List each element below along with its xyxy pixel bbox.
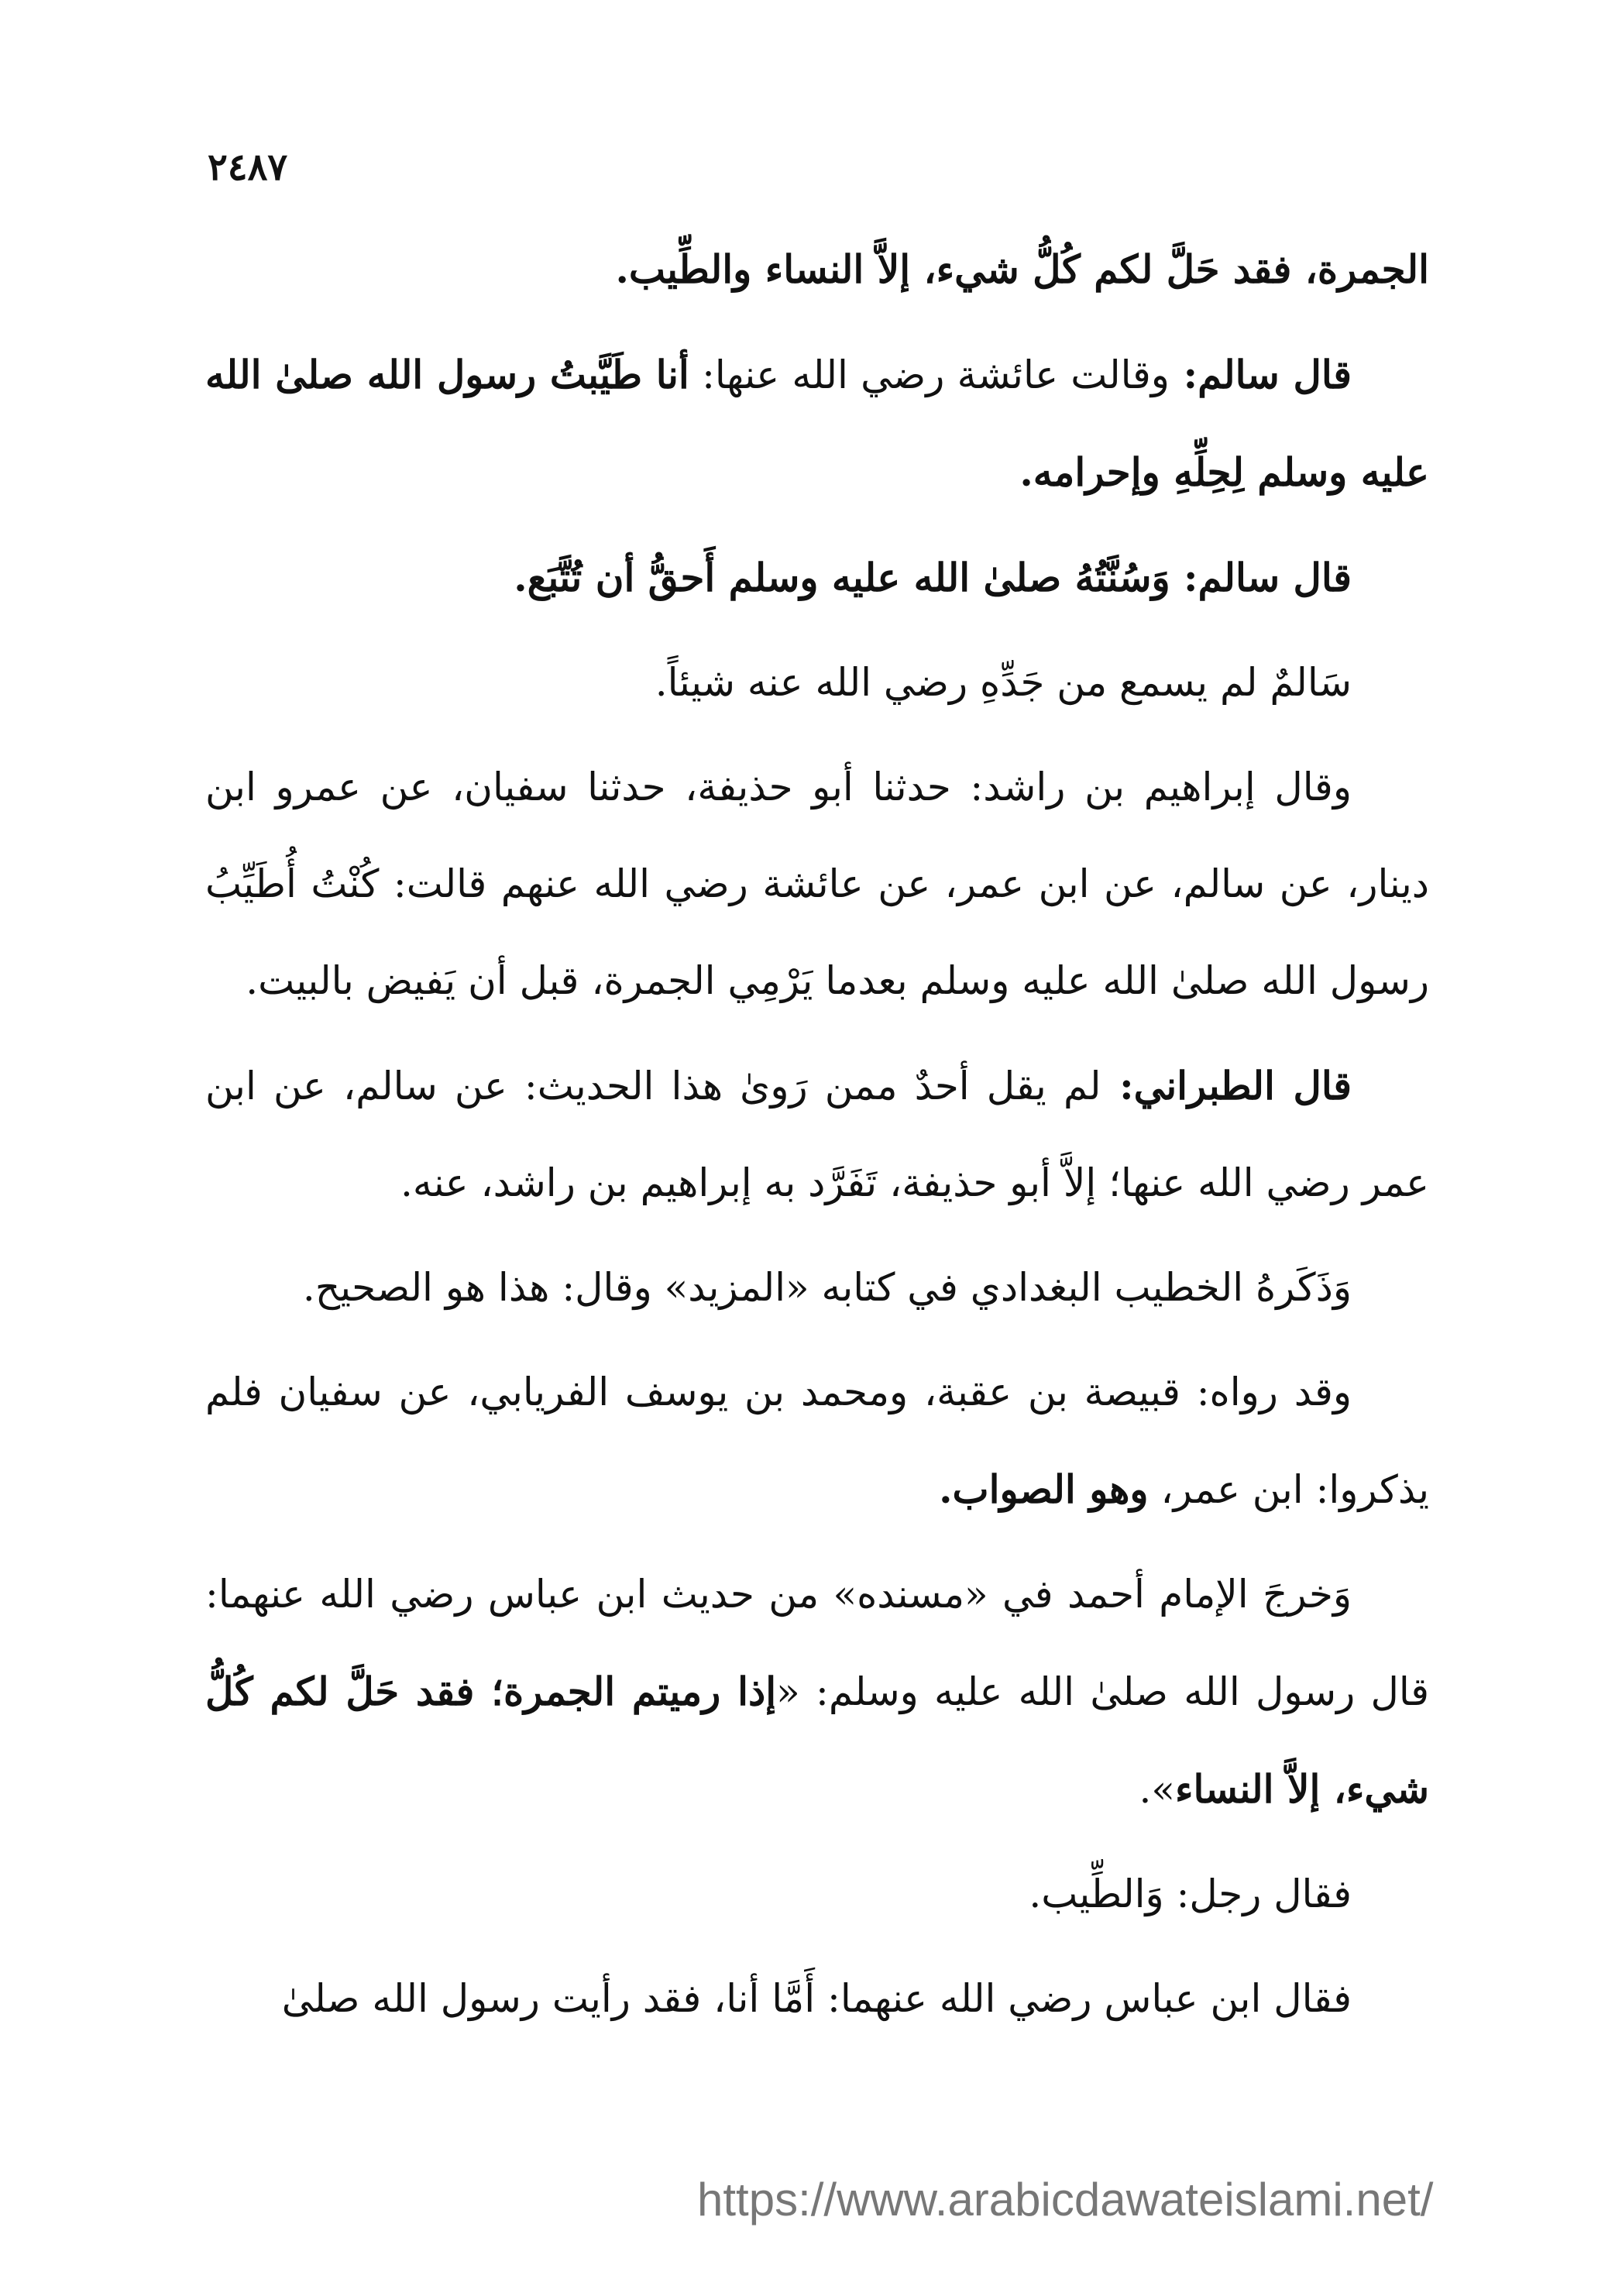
text-run: وقال (1255, 765, 1352, 809)
paragraph (205, 634, 1429, 731)
bold-text-run: أنا طَيَّبتُ رسول الله صلىٰ الله عليه وسلم لِحِلِّهِ وإحرامه. (205, 352, 1429, 495)
paragraph (205, 1344, 1429, 1538)
text-run: سَالمٌ لم يسمع من جَدِّهِ رضي الله عنه شيئاً. (655, 660, 1352, 705)
bold-text-run: وهو الصواب. (939, 1466, 1149, 1512)
bold-text-run: قال سالم: (1169, 352, 1352, 397)
paragraph (205, 326, 1429, 521)
text-run: وقد رواه: قبيصة بن عقبة، ومحمد بن يوسف الفريابي، عن سفيان فلم يذكروا: ابن عمر، (205, 1370, 1429, 1512)
bold-text-run: الجمرة، فقد حَلَّ لكم كُلُّ شيء، إلاَّ النساء والطِّيب. (615, 246, 1429, 292)
paragraph (205, 739, 1429, 1029)
footer-url[interactable]: https://www.arabicdawateislami.net/ (697, 2174, 1434, 2226)
text-run: فقال ابن عباس رضي الله عنهما: أَمَّا أنا، فقد رأيت رسول الله صلىٰ (281, 1976, 1352, 2021)
text-run: وَذَكَرهُ الخطيب البغدادي في كتابه «المزيد» وقال: هذا هو الصحيح. (302, 1265, 1352, 1310)
paragraph (205, 1037, 1429, 1232)
bold-text-run: وَسُنَّتُهُ صلىٰ الله عليه وسلم أَحقُّ أن تُتَّبَع. (514, 555, 1170, 600)
body-text (205, 221, 1429, 2055)
text-run: وقالت عائشة رضي الله عنها: (689, 352, 1170, 397)
text-run: إبراهيم بن راشد: حدثنا أبو حذيفة، حدثنا سفيان، عن عمرو ابن دينار، عن سالم، عن ابن عمر، عن عائشة رضي الله عنهم قالت: كُنْتُ أُطَيِّبُ رسول الله صلىٰ الله عليه وسلم بعدما يَرْمِي الجمرة، قبل أن يَفيض بالبيت. (205, 765, 1429, 1003)
text-run: لم يقل أحدٌ ممن رَوىٰ هذا الحديث: عن سالم، عن ابن عمر رضي الله عنها؛ إلاَّ أبو حذيفة، تَفَرَّد به إبراهيم بن راشد، عنه. (205, 1064, 1429, 1205)
paragraph (205, 1846, 1429, 1943)
text-run: فقال رجل: وَالطِّيب. (1029, 1872, 1352, 1916)
paragraph (205, 1239, 1429, 1336)
bold-text-run: قال سالم: (1170, 555, 1352, 600)
paragraph (205, 529, 1429, 627)
paragraph (205, 1951, 1429, 2047)
text-run: وَخرجَ الإمام أحمد في «مسنده» من حديث ابن عباس رضي الله عنهما: قال رسول الله صلىٰ الله عليه وسلم: « (205, 1572, 1429, 1714)
paragraph (205, 1546, 1429, 1838)
text-run: ». (1139, 1767, 1175, 1812)
paragraph (205, 221, 1429, 318)
bold-text-run: إذا رميتم الجمرة؛ فقد حَلَّ لكم كُلُّ شيء، إلاَّ النساء (205, 1669, 1429, 1812)
page-number: ٢٤٨٧ (208, 146, 288, 189)
bold-text-run: قال الطبراني: (1101, 1063, 1352, 1108)
